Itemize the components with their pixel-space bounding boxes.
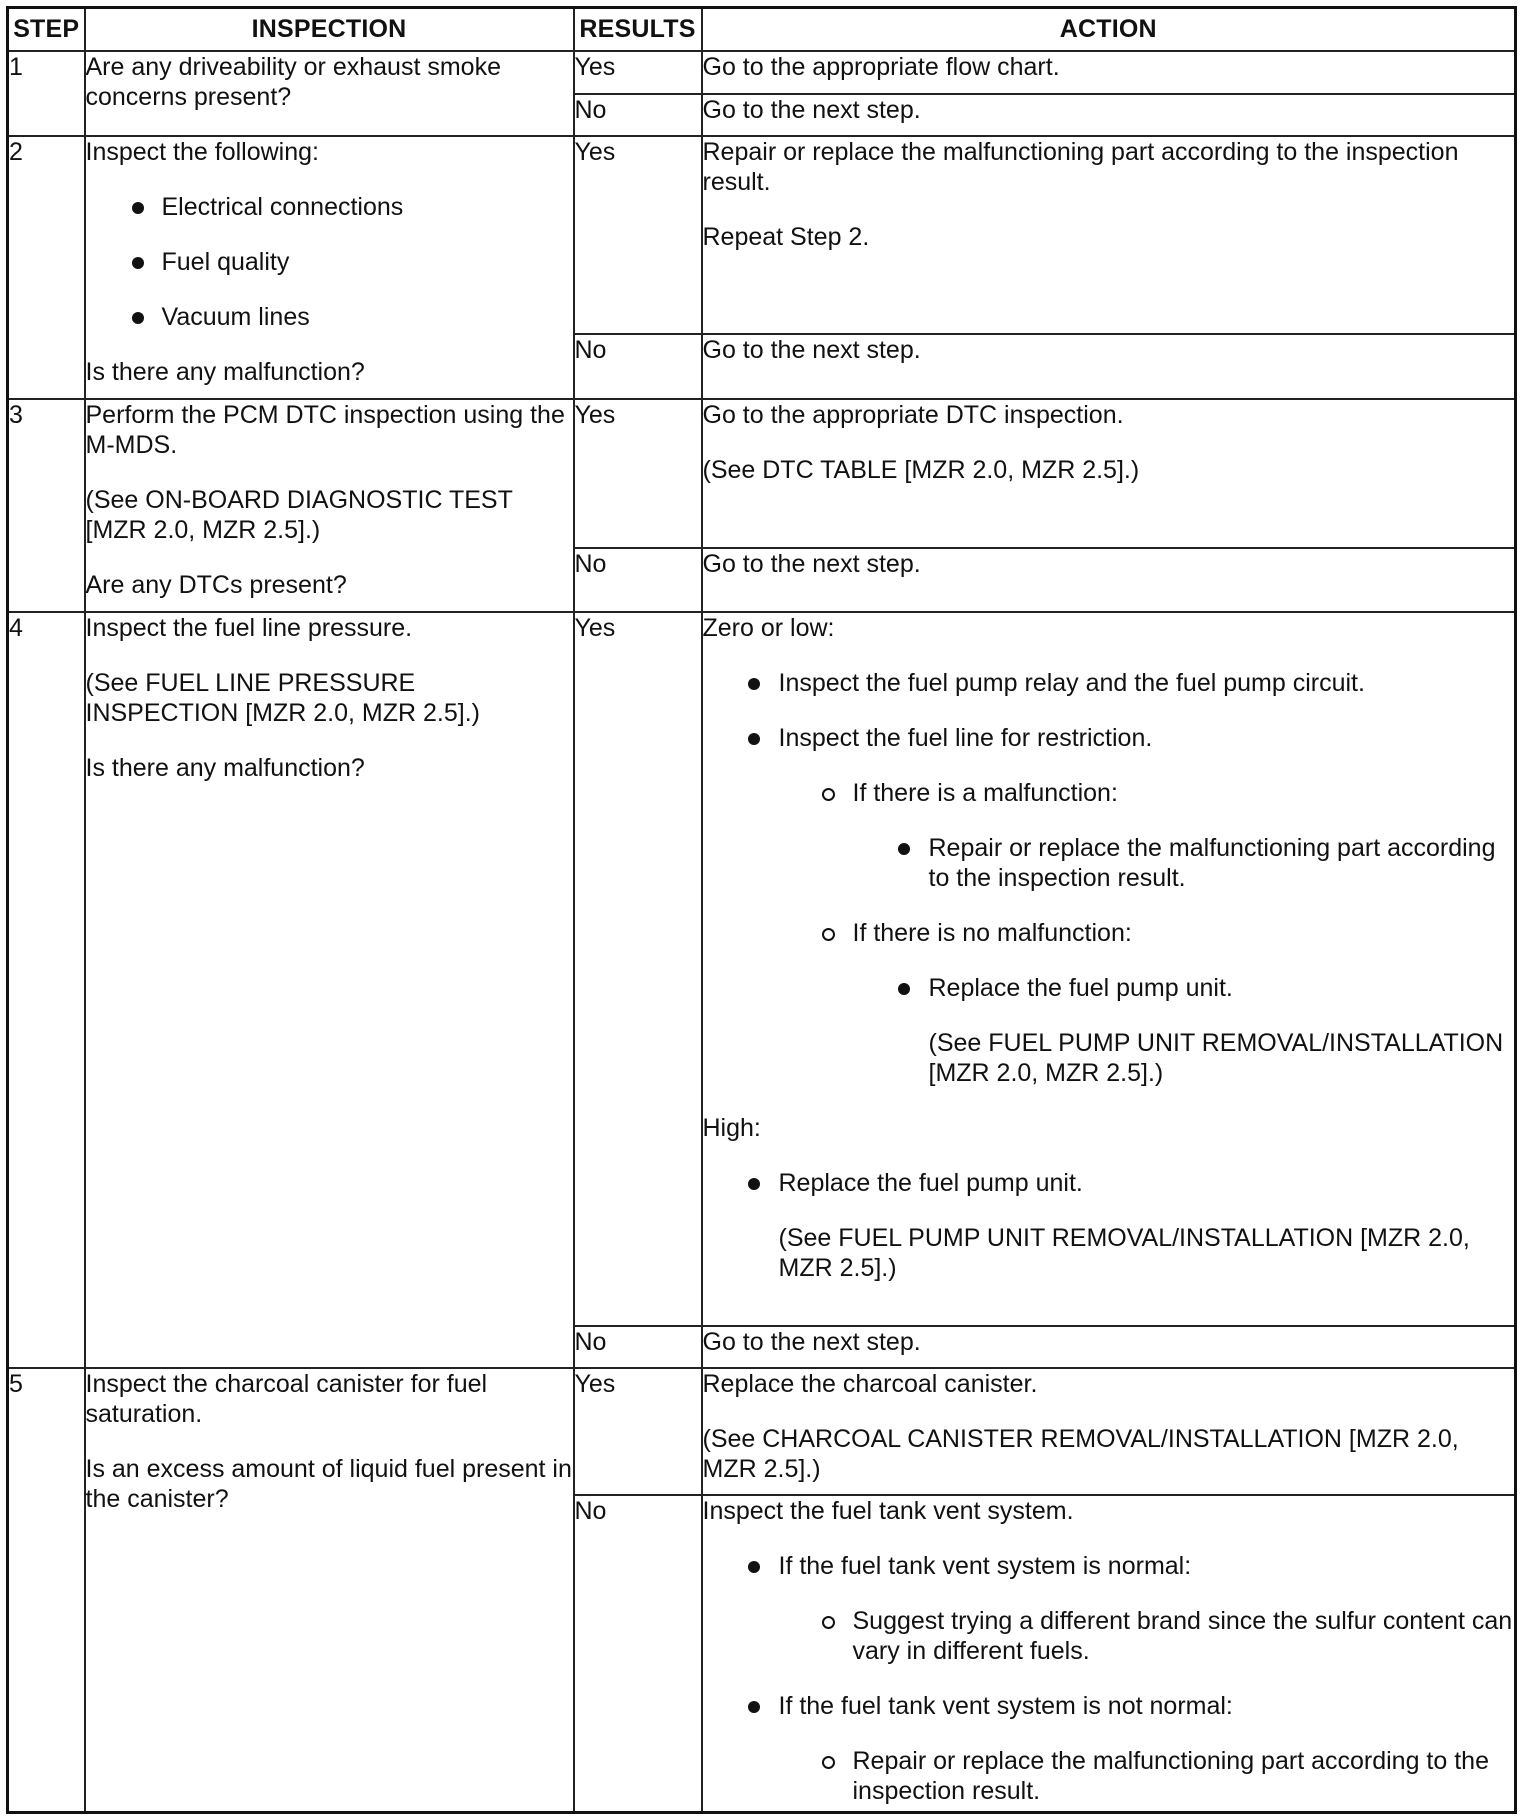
step-number: 4	[8, 612, 85, 1368]
result-no: No	[574, 548, 702, 612]
result-yes: Yes	[574, 51, 702, 94]
inspection-cell	[85, 1368, 574, 1813]
list-item: If the fuel tank vent system is not normal:	[703, 1691, 1515, 1721]
list-item: Vacuum lines	[86, 302, 573, 332]
circle-bullet-icon	[822, 788, 835, 801]
inspection-text: Are any driveability or exhaust smoke concerns present?	[85, 53, 501, 111]
header-action: ACTION	[702, 8, 1516, 52]
inspection-reference: (See FUEL LINE PRESSURE INSPECTION [MZR 2.0, MZR 2.5].)	[85, 669, 480, 727]
header-row	[8, 8, 1516, 52]
table-row	[8, 51, 1516, 94]
inspection-cell	[85, 136, 574, 399]
action-text: Go to the next step.	[702, 550, 921, 578]
result-yes: Yes	[574, 136, 702, 334]
bullet-icon	[748, 733, 760, 745]
action-text: Go to the next step.	[702, 96, 921, 124]
action-text: Go to the next step.	[702, 336, 921, 364]
inspection-cell	[85, 399, 574, 612]
result-no: No	[574, 1495, 702, 1813]
action-cell	[702, 612, 1516, 1326]
bullet-icon	[132, 257, 144, 269]
inspection-question: Is an excess amount of liquid fuel present in the canister?	[85, 1455, 572, 1513]
bullet-icon	[748, 1178, 760, 1190]
result-yes: Yes	[574, 399, 702, 548]
inspection-cell	[85, 51, 574, 136]
action-text: Repair or replace the malfunctioning part according to the inspection result.	[702, 138, 1459, 196]
bullet-icon	[748, 1561, 760, 1573]
step-number: 2	[8, 136, 85, 399]
bullet-icon	[132, 202, 144, 214]
step-number: 5	[8, 1368, 85, 1813]
action-cell	[702, 1495, 1516, 1813]
table-row	[8, 399, 1516, 548]
table-row	[8, 1368, 1516, 1495]
action-text: Replace the charcoal canister.	[702, 1370, 1038, 1398]
result-yes: Yes	[574, 1368, 702, 1495]
result-yes: Yes	[574, 612, 702, 1326]
inspection-text: Perform the PCM DTC inspection using the M-MDS.	[85, 401, 565, 459]
table-row	[8, 136, 1516, 334]
list-item: Replace the fuel pump unit.	[703, 1168, 1515, 1198]
inspection-text: Inspect the charcoal canister for fuel saturation.	[85, 1370, 488, 1428]
inspection-question: Is there any malfunction?	[85, 754, 365, 782]
action-text: Go to the appropriate DTC inspection.	[702, 401, 1124, 429]
list-item: If there is no malfunction:	[703, 918, 1515, 948]
header-results: RESULTS	[574, 8, 702, 52]
action-reference: (See FUEL PUMP UNIT REMOVAL/INSTALLATION [MZR 2.0, MZR 2.5].)	[928, 1029, 1504, 1087]
result-no: No	[574, 94, 702, 136]
action-text: Repeat Step 2.	[702, 223, 870, 251]
bullet-icon	[898, 983, 910, 995]
list-item: If there is a malfunction:	[703, 778, 1515, 808]
circle-bullet-icon	[822, 1756, 835, 1769]
action-cell	[702, 334, 1516, 399]
result-no: No	[574, 1326, 702, 1368]
result-no: No	[574, 334, 702, 399]
action-cell	[702, 399, 1516, 548]
action-text: Go to the next step.	[702, 1328, 921, 1356]
circle-bullet-icon	[822, 928, 835, 941]
action-cell	[702, 548, 1516, 612]
list-item: Repair or replace the malfunctioning part according to the inspection result.	[703, 1746, 1515, 1806]
inspection-question: Are any DTCs present?	[85, 571, 347, 599]
bullet-icon	[748, 678, 760, 690]
action-text: Zero or low:	[702, 614, 835, 642]
step-number: 1	[8, 51, 85, 136]
action-cell	[702, 1326, 1516, 1368]
list-item: Electrical connections	[86, 192, 573, 222]
action-cell	[702, 1368, 1516, 1495]
action-cell	[702, 136, 1516, 334]
inspection-reference: (See ON-BOARD DIAGNOSTIC TEST [MZR 2.0, MZR 2.5].)	[85, 486, 513, 544]
inspection-text: Inspect the following:	[85, 138, 319, 166]
list-item: Fuel quality	[86, 247, 573, 277]
action-text: Go to the appropriate flow chart.	[702, 53, 1060, 81]
header-step: STEP	[8, 8, 85, 52]
list-item: If the fuel tank vent system is normal:	[703, 1551, 1515, 1581]
action-text: Inspect the fuel tank vent system.	[702, 1497, 1074, 1525]
list-item: Repair or replace the malfunctioning part according to the inspection result.	[703, 833, 1515, 893]
list-item: Replace the fuel pump unit.	[703, 973, 1515, 1003]
inspection-cell	[85, 612, 574, 1368]
bullet-icon	[748, 1701, 760, 1713]
bullet-icon	[132, 312, 144, 324]
circle-bullet-icon	[822, 1616, 835, 1629]
inspection-question: Is there any malfunction?	[85, 358, 365, 386]
action-text: High:	[702, 1114, 761, 1142]
action-reference: (See DTC TABLE [MZR 2.0, MZR 2.5].)	[702, 456, 1140, 484]
bullet-icon	[898, 843, 910, 855]
table-row	[8, 612, 1516, 1326]
action-reference: (See FUEL PUMP UNIT REMOVAL/INSTALLATION [MZR 2.0, MZR 2.5].)	[778, 1224, 1470, 1282]
header-inspection: INSPECTION	[85, 8, 574, 52]
list-item: Suggest trying a different brand since the sulfur content can vary in different fuels.	[703, 1606, 1515, 1666]
list-item: Inspect the fuel line for restriction.	[703, 723, 1515, 753]
list-item: Inspect the fuel pump relay and the fuel pump circuit.	[703, 668, 1515, 698]
action-cell	[702, 94, 1516, 136]
step-number: 3	[8, 399, 85, 612]
diagnostic-table	[6, 6, 1517, 1814]
inspection-text: Inspect the fuel line pressure.	[85, 614, 413, 642]
action-cell	[702, 51, 1516, 94]
action-reference: (See CHARCOAL CANISTER REMOVAL/INSTALLATION [MZR 2.0, MZR 2.5].)	[702, 1425, 1459, 1483]
